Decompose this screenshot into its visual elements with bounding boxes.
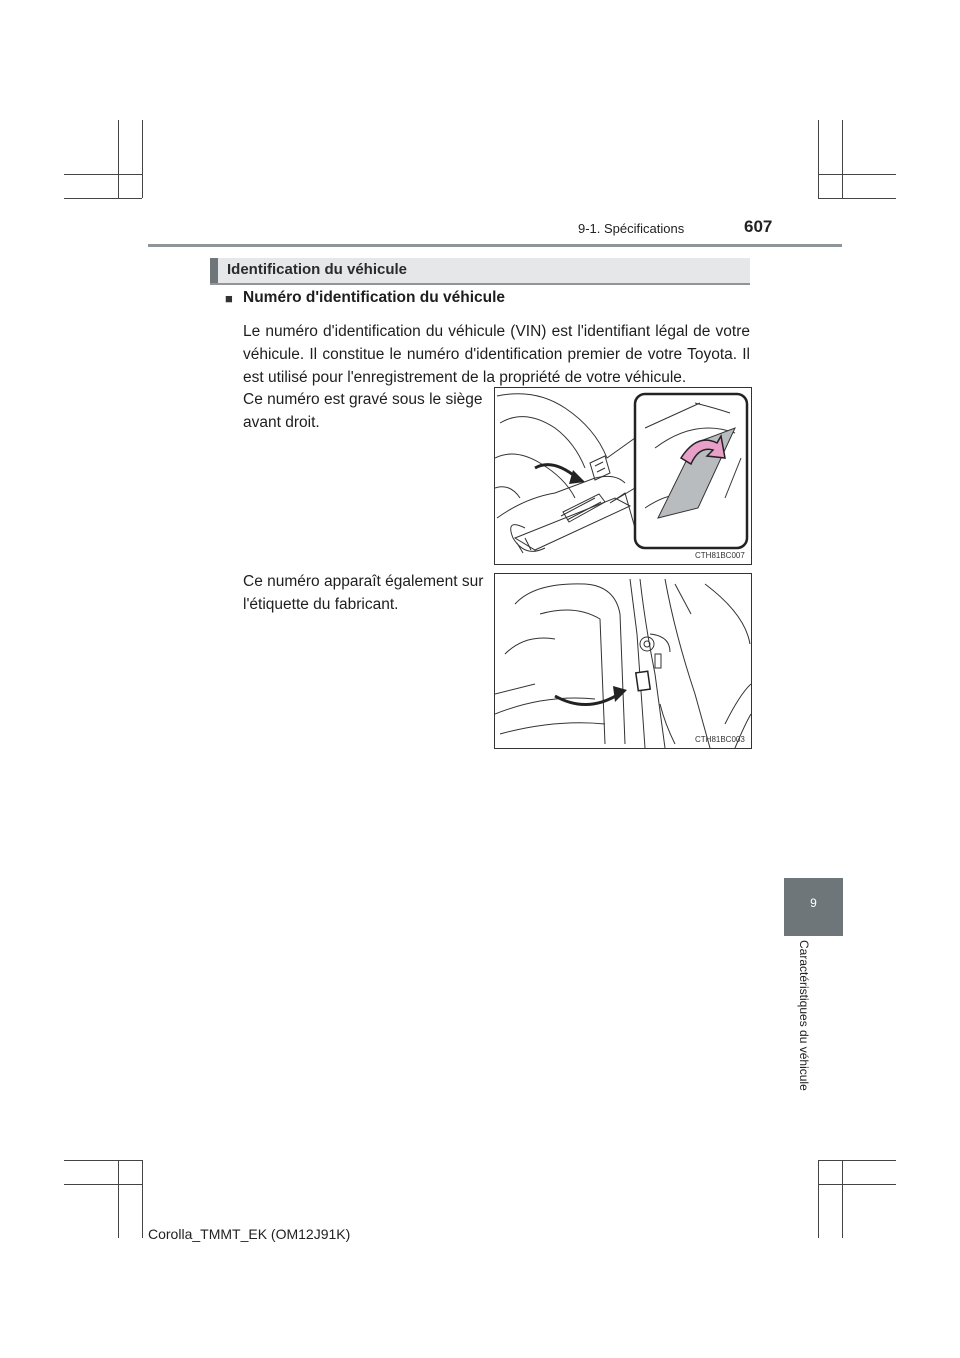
figure2-text: Ce numéro apparaît également sur l'étiquette du fabricant. bbox=[243, 573, 484, 613]
section-heading-bar bbox=[210, 258, 218, 283]
crop-mark bbox=[142, 1160, 143, 1238]
figure-door-label bbox=[494, 573, 752, 749]
section-rule bbox=[210, 283, 750, 285]
item-bullet: ■ bbox=[225, 291, 233, 306]
crop-mark bbox=[64, 1184, 142, 1185]
door-label-illustration bbox=[495, 574, 751, 748]
section-title: Identification du véhicule bbox=[227, 261, 408, 278]
figure2-code: CTH81BC003 bbox=[695, 735, 745, 744]
crop-mark bbox=[818, 1160, 896, 1161]
crop-mark bbox=[818, 120, 819, 198]
chapter-tab-label: Caractéristiques du véhicule bbox=[797, 940, 811, 1091]
chapter-tab bbox=[784, 878, 843, 936]
section-heading bbox=[210, 258, 750, 283]
item-heading: Numéro d'identification du véhicule bbox=[243, 289, 506, 306]
crop-mark bbox=[818, 1160, 819, 1238]
header-rule bbox=[148, 244, 842, 247]
figure-seat-vin bbox=[494, 387, 752, 565]
crop-mark bbox=[818, 1184, 896, 1185]
figure1-code: CTH81BC007 bbox=[695, 551, 745, 560]
running-header-path: 9-1. Spécifications bbox=[578, 221, 685, 236]
vin-description: Le numéro d'identification du véhicule (VIN) est l'identifiant légal de votre véhicule. Il constitue le numéro d'identification premier de votre Toyota. Il est utilisé pour l'enregistrement de la propriété de votre véhicule. bbox=[243, 323, 750, 386]
footer-doc-id: Corolla_TMMT_EK (OM12J91K) bbox=[148, 1226, 351, 1242]
chapter-number: 9 bbox=[810, 896, 817, 910]
crop-mark bbox=[818, 174, 896, 175]
crop-mark bbox=[818, 198, 896, 199]
crop-mark bbox=[842, 120, 843, 198]
figure1-text: Ce numéro est gravé sous le siège avant droit. bbox=[243, 391, 483, 431]
page-number: 607 bbox=[744, 217, 773, 236]
crop-mark bbox=[118, 120, 119, 198]
crop-mark bbox=[842, 1160, 843, 1238]
crop-mark bbox=[64, 1160, 142, 1161]
crop-mark bbox=[64, 198, 142, 199]
seat-vin-illustration bbox=[495, 388, 751, 564]
crop-mark bbox=[118, 1160, 119, 1238]
crop-mark bbox=[142, 120, 143, 198]
crop-mark bbox=[64, 174, 142, 175]
